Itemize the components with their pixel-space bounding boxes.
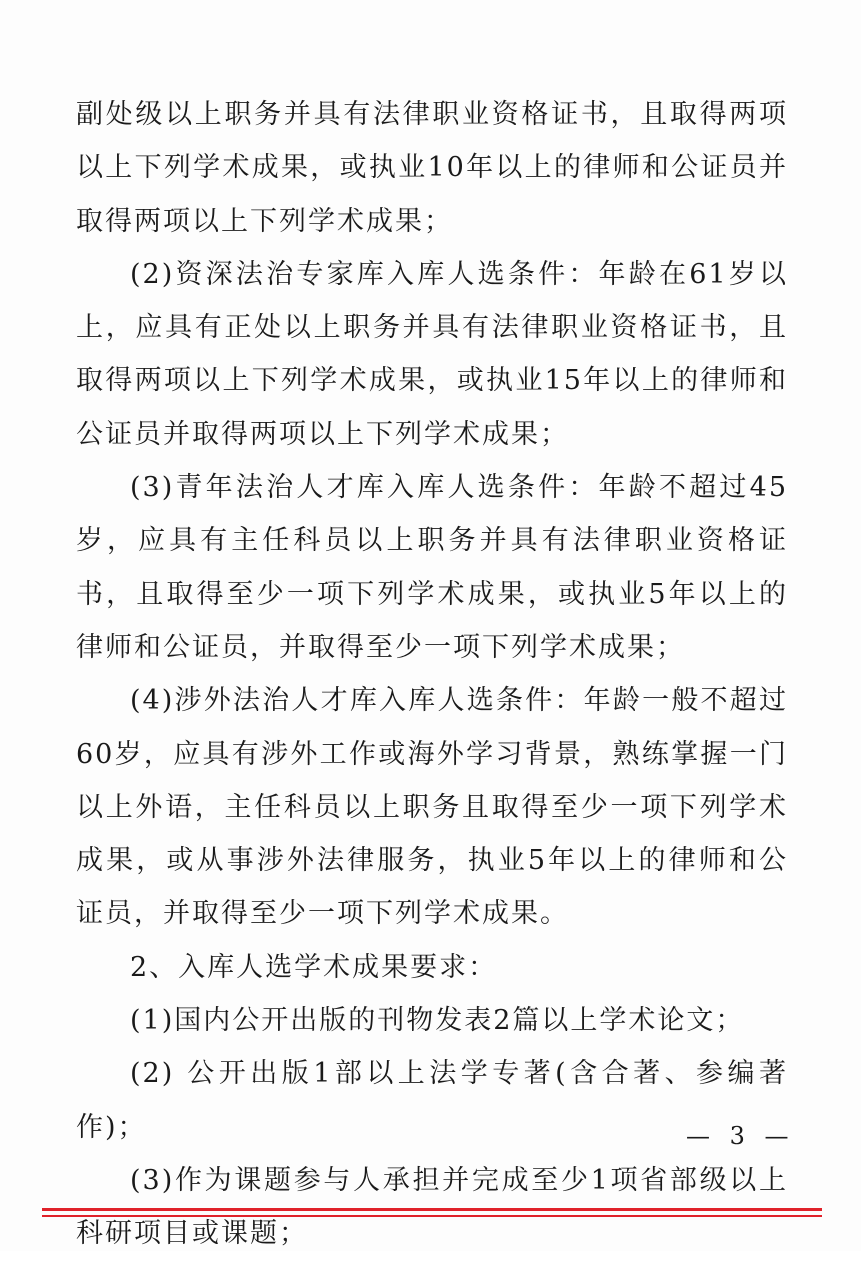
document-body xyxy=(76,88,788,1261)
paragraph-continuation: 副处级以上职务并具有法律职业资格证书，且取得两项以上下列学术成果，或执业10年以上的律师和公证员并取得两项以上下列学术成果； xyxy=(76,99,788,237)
list-item-monograph: (2) 公开出版1部以上法学专著(含合著、参编著作)； xyxy=(76,1058,788,1143)
list-item-research-project: (3)作为课题参与人承担并完成至少1项省部级以上科研项目或课题； xyxy=(76,1164,788,1250)
paragraph-foreign-talent-criteria: (4)涉外法治人才库入库人选条件：年龄一般不超过60岁，应具有涉外工作或海外学习背景，熟练掌握一门以上外语，主任科员以上职务且取得至少一项下列学术成果，或从事涉外法律服务，执业5年以上的律师和公证员，并取得至少一项下列学术成果。 xyxy=(76,685,788,930)
red-divider-top xyxy=(42,1208,822,1211)
paragraph-senior-expert-criteria: (2)资深法治专家库入库人选条件：年龄在61岁以上，应具有正处以上职务并具有法律职业资格证书，且取得两项以上下列学术成果，或执业15年以上的律师和公证员并取得两项以上下列学术成果； xyxy=(76,258,788,450)
list-item-papers: (1)国内公开出版的刊物发表2篇以上学术论文； xyxy=(130,1005,745,1037)
section-heading-academic-requirements: 2、入库人选学术成果要求： xyxy=(130,951,498,983)
page-number: — 3 — xyxy=(686,1122,795,1150)
red-divider-bottom xyxy=(42,1215,822,1217)
paragraph-young-talent-criteria: (3)青年法治人才库入库人选条件：年龄不超过45岁，应具有主任科员以上职务并具有法律职业资格证书，且取得至少一项下列学术成果，或执业5年以上的律师和公证员，并取得至少一项下列学术成果； xyxy=(76,472,788,663)
